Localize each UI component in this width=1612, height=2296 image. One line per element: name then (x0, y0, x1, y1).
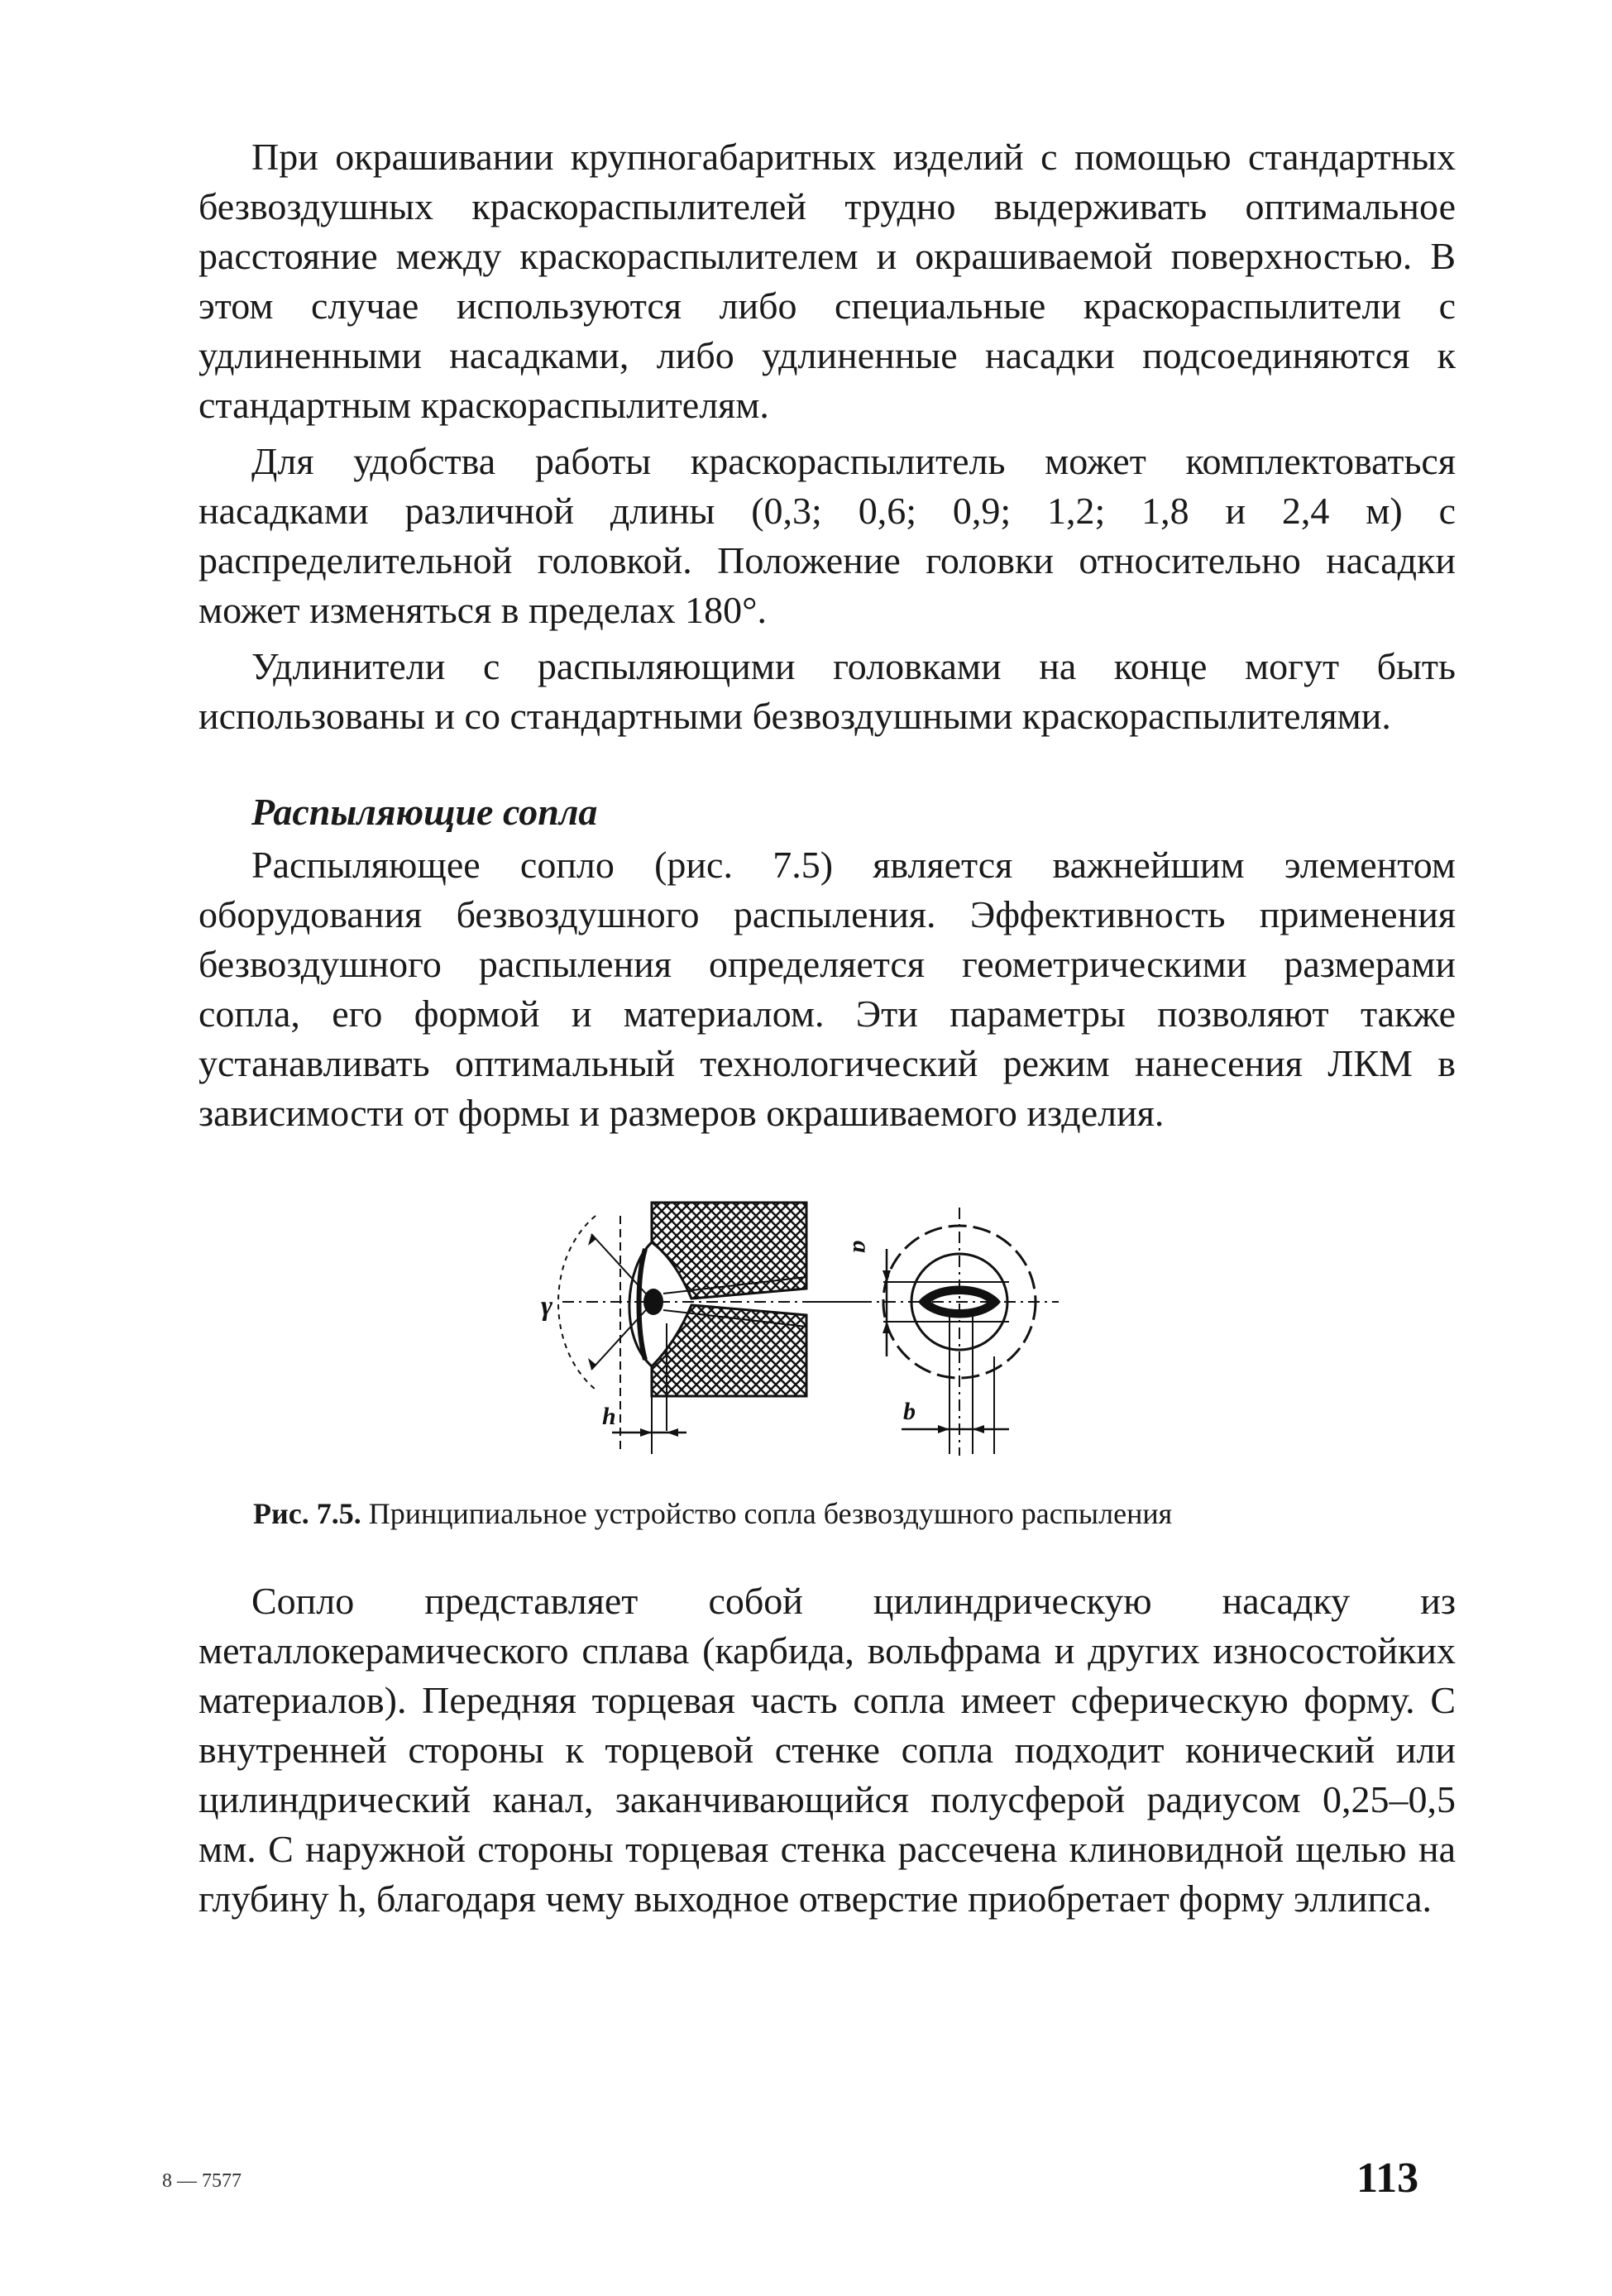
page-number: 113 (1356, 2155, 1419, 2202)
a-label: a (848, 1241, 875, 1253)
signature-mark: 8 — 7577 (162, 2170, 242, 2192)
paragraph-4: Распыляющее сопло (рис. 7.5) является важнейшим элементом оборудования безвоздушного распыления. Эффективность применения безвоздушного распыления определяется геометрическими размерами сопла, его формой и материалом. Эти параметры позволяют также устанавливать оптимальный технологический режим нанесения ЛКМ в зависимости от формы и размеров окрашиваемого изделия. (199, 844, 1456, 1134)
nozzle-front-view (848, 1208, 1059, 1456)
paragraph-2: Для удобства работы краскораспылитель может комплектоваться насадками различной длины (0,3; 0,6; 0,9; 1,2; 1,8 и 2,4 м) с распределительной головкой. Положение головки относительно насадки может изменяться в пределах 180°. (199, 440, 1456, 631)
paragraph-1: При окрашивании крупногабаритных изделий с помощью стандартных безвоздушных краскораспылителей трудно выдерживать оптимальное расстояние между краскораспылителем и окрашиваемой поверхностью. В этом случае используются либо специальные краскораспылители с удлиненными насадками, либо удлиненные насадки подсоединяются к стандартным краскораспылителям. (199, 136, 1456, 426)
body-text-middle (199, 840, 1456, 1138)
gamma-label: γ (541, 1291, 553, 1322)
figure-caption-text: Принципиальное устройство сопла безвоздушного распыления (368, 1497, 1173, 1530)
paragraph-3: Удлинители с распыляющими головками на конце могут быть использованы и со стандартными безвоздушными краскораспылителями. (199, 645, 1456, 737)
figure-caption-label: Рис. 7.5. (253, 1497, 361, 1530)
b-label: b (903, 1398, 916, 1425)
nozzle-diagram (513, 1191, 1108, 1464)
paragraph-5: Сопло представляет собой цилиндрическую насадку из металлокерамического сплава (карбида, вольфрама и других износостойких материалов). Передняя торцевая часть сопла имеет сферическую форму. С внутренней стороны к торцевой стенке сопла подходит конический или цилиндрический канал, заканчивающийся полусферой радиусом 0,25–0,5 мм. С наружной стороны торцевая стенка рассечена клиновидной щелью на глубину h, благодаря чему выходное отверстие приобретает форму эллипса. (199, 1580, 1456, 1920)
section-subheading: Распыляющие сопла (251, 791, 598, 833)
nozzle-section-view (541, 1203, 860, 1454)
body-text-top (199, 132, 1456, 741)
figure-caption (253, 1495, 1172, 1532)
body-text-bottom (199, 1576, 1456, 1924)
h-label: h (602, 1403, 616, 1430)
